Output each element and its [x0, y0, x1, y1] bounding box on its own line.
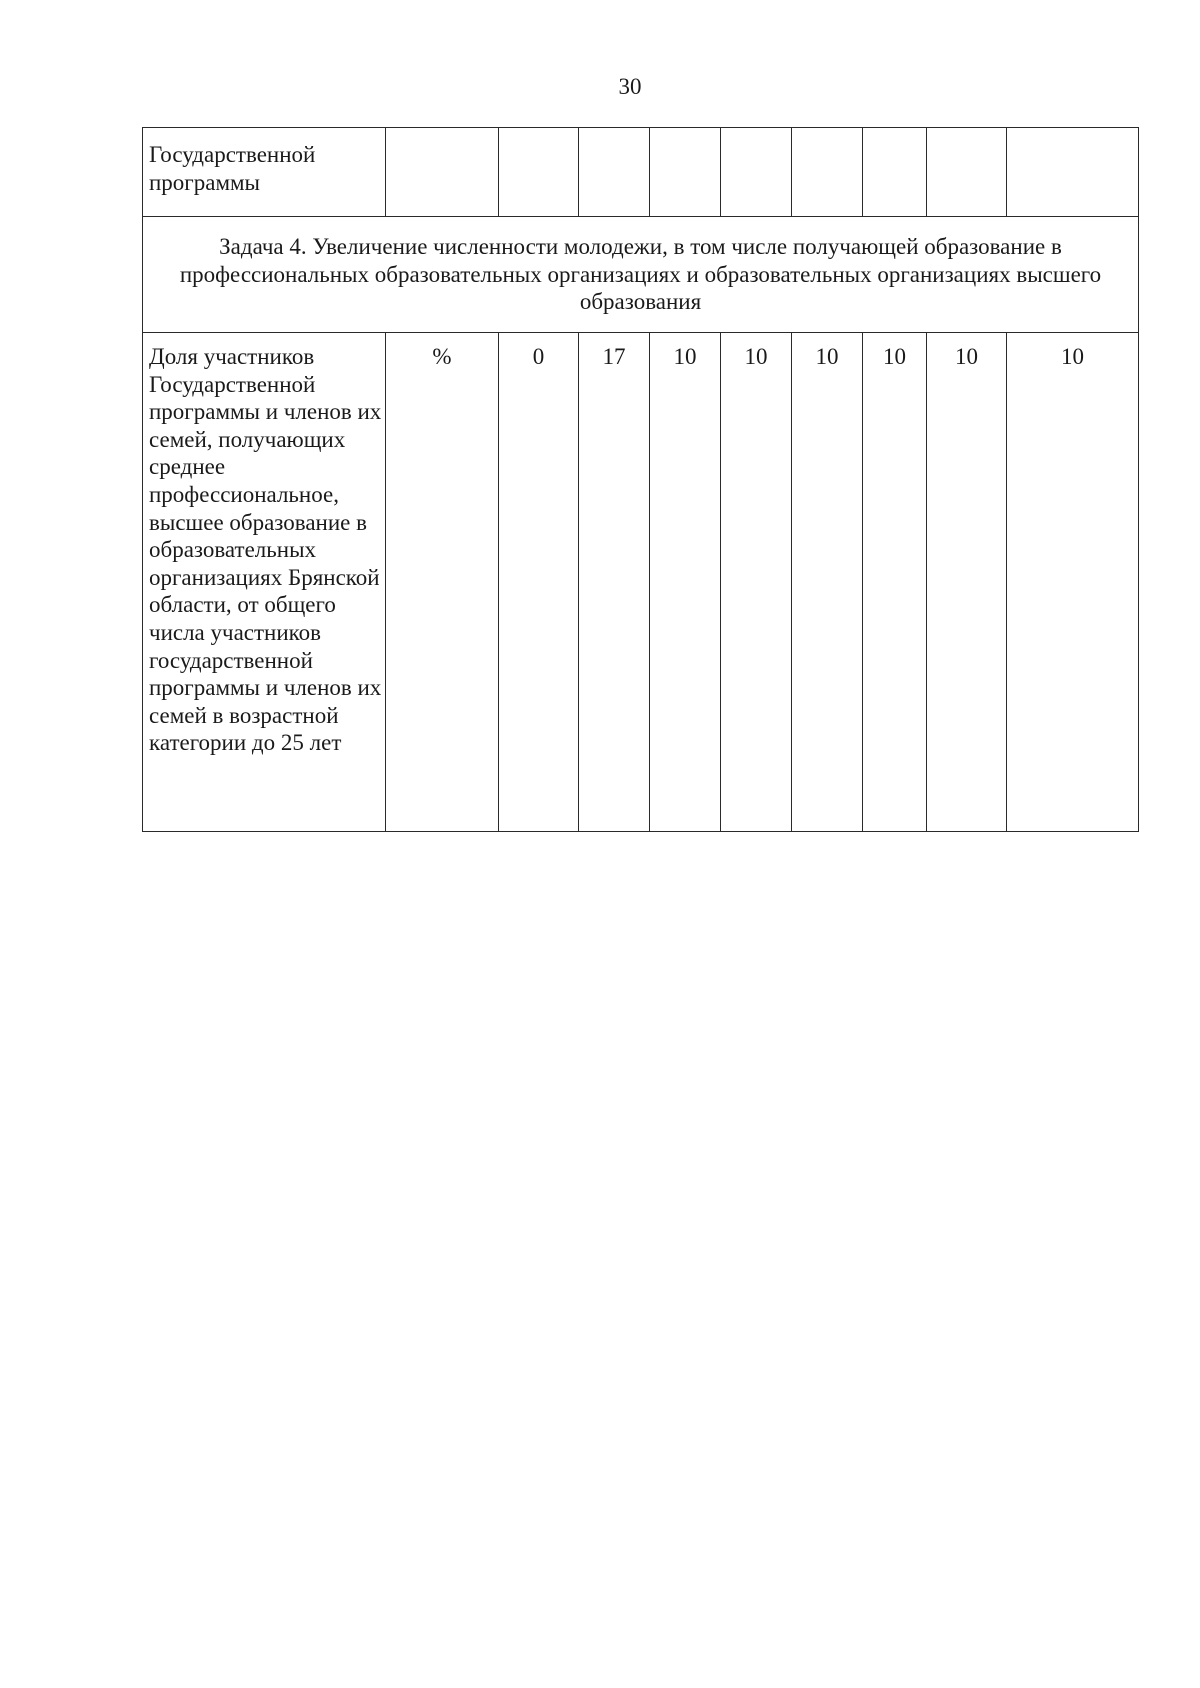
- table-cell: [579, 128, 650, 217]
- task-heading-row: [143, 217, 1139, 333]
- continuation-row: [143, 128, 1139, 217]
- indicator-value: 0: [499, 333, 579, 832]
- indicator-row: [143, 333, 1139, 832]
- indicators-table: [142, 127, 1139, 832]
- table-cell: [650, 128, 721, 217]
- continuation-label: Государственной программы: [143, 128, 386, 217]
- indicator-unit: %: [386, 333, 499, 832]
- table-cell: [721, 128, 792, 217]
- table-cell: [863, 128, 927, 217]
- table-cell: [386, 128, 499, 217]
- table-cell: [1007, 128, 1139, 217]
- indicator-value: 10: [650, 333, 721, 832]
- indicator-value: 17: [579, 333, 650, 832]
- page-number: 30: [618, 74, 642, 99]
- indicator-value: 10: [721, 333, 792, 832]
- indicator-value: 10: [792, 333, 863, 832]
- indicator-value: 10: [1007, 333, 1139, 832]
- indicator-value: 10: [927, 333, 1007, 832]
- task-heading: Задача 4. Увеличение численности молодежи, в том числе получающей образование в профессиональных образовательных организациях и образовательных организациях высшего образования: [143, 217, 1139, 333]
- table-cell: [792, 128, 863, 217]
- indicator-value: 10: [863, 333, 927, 832]
- indicator-name: Доля участников Государственной программы и членов их семей, получающих среднее профессиональное, высшее образование в образовательных организациях Брянской области, от общего числа участников государственной программы и членов их семей в возрастной категории до 25 лет: [143, 333, 386, 832]
- table-cell: [927, 128, 1007, 217]
- table-cell: [499, 128, 579, 217]
